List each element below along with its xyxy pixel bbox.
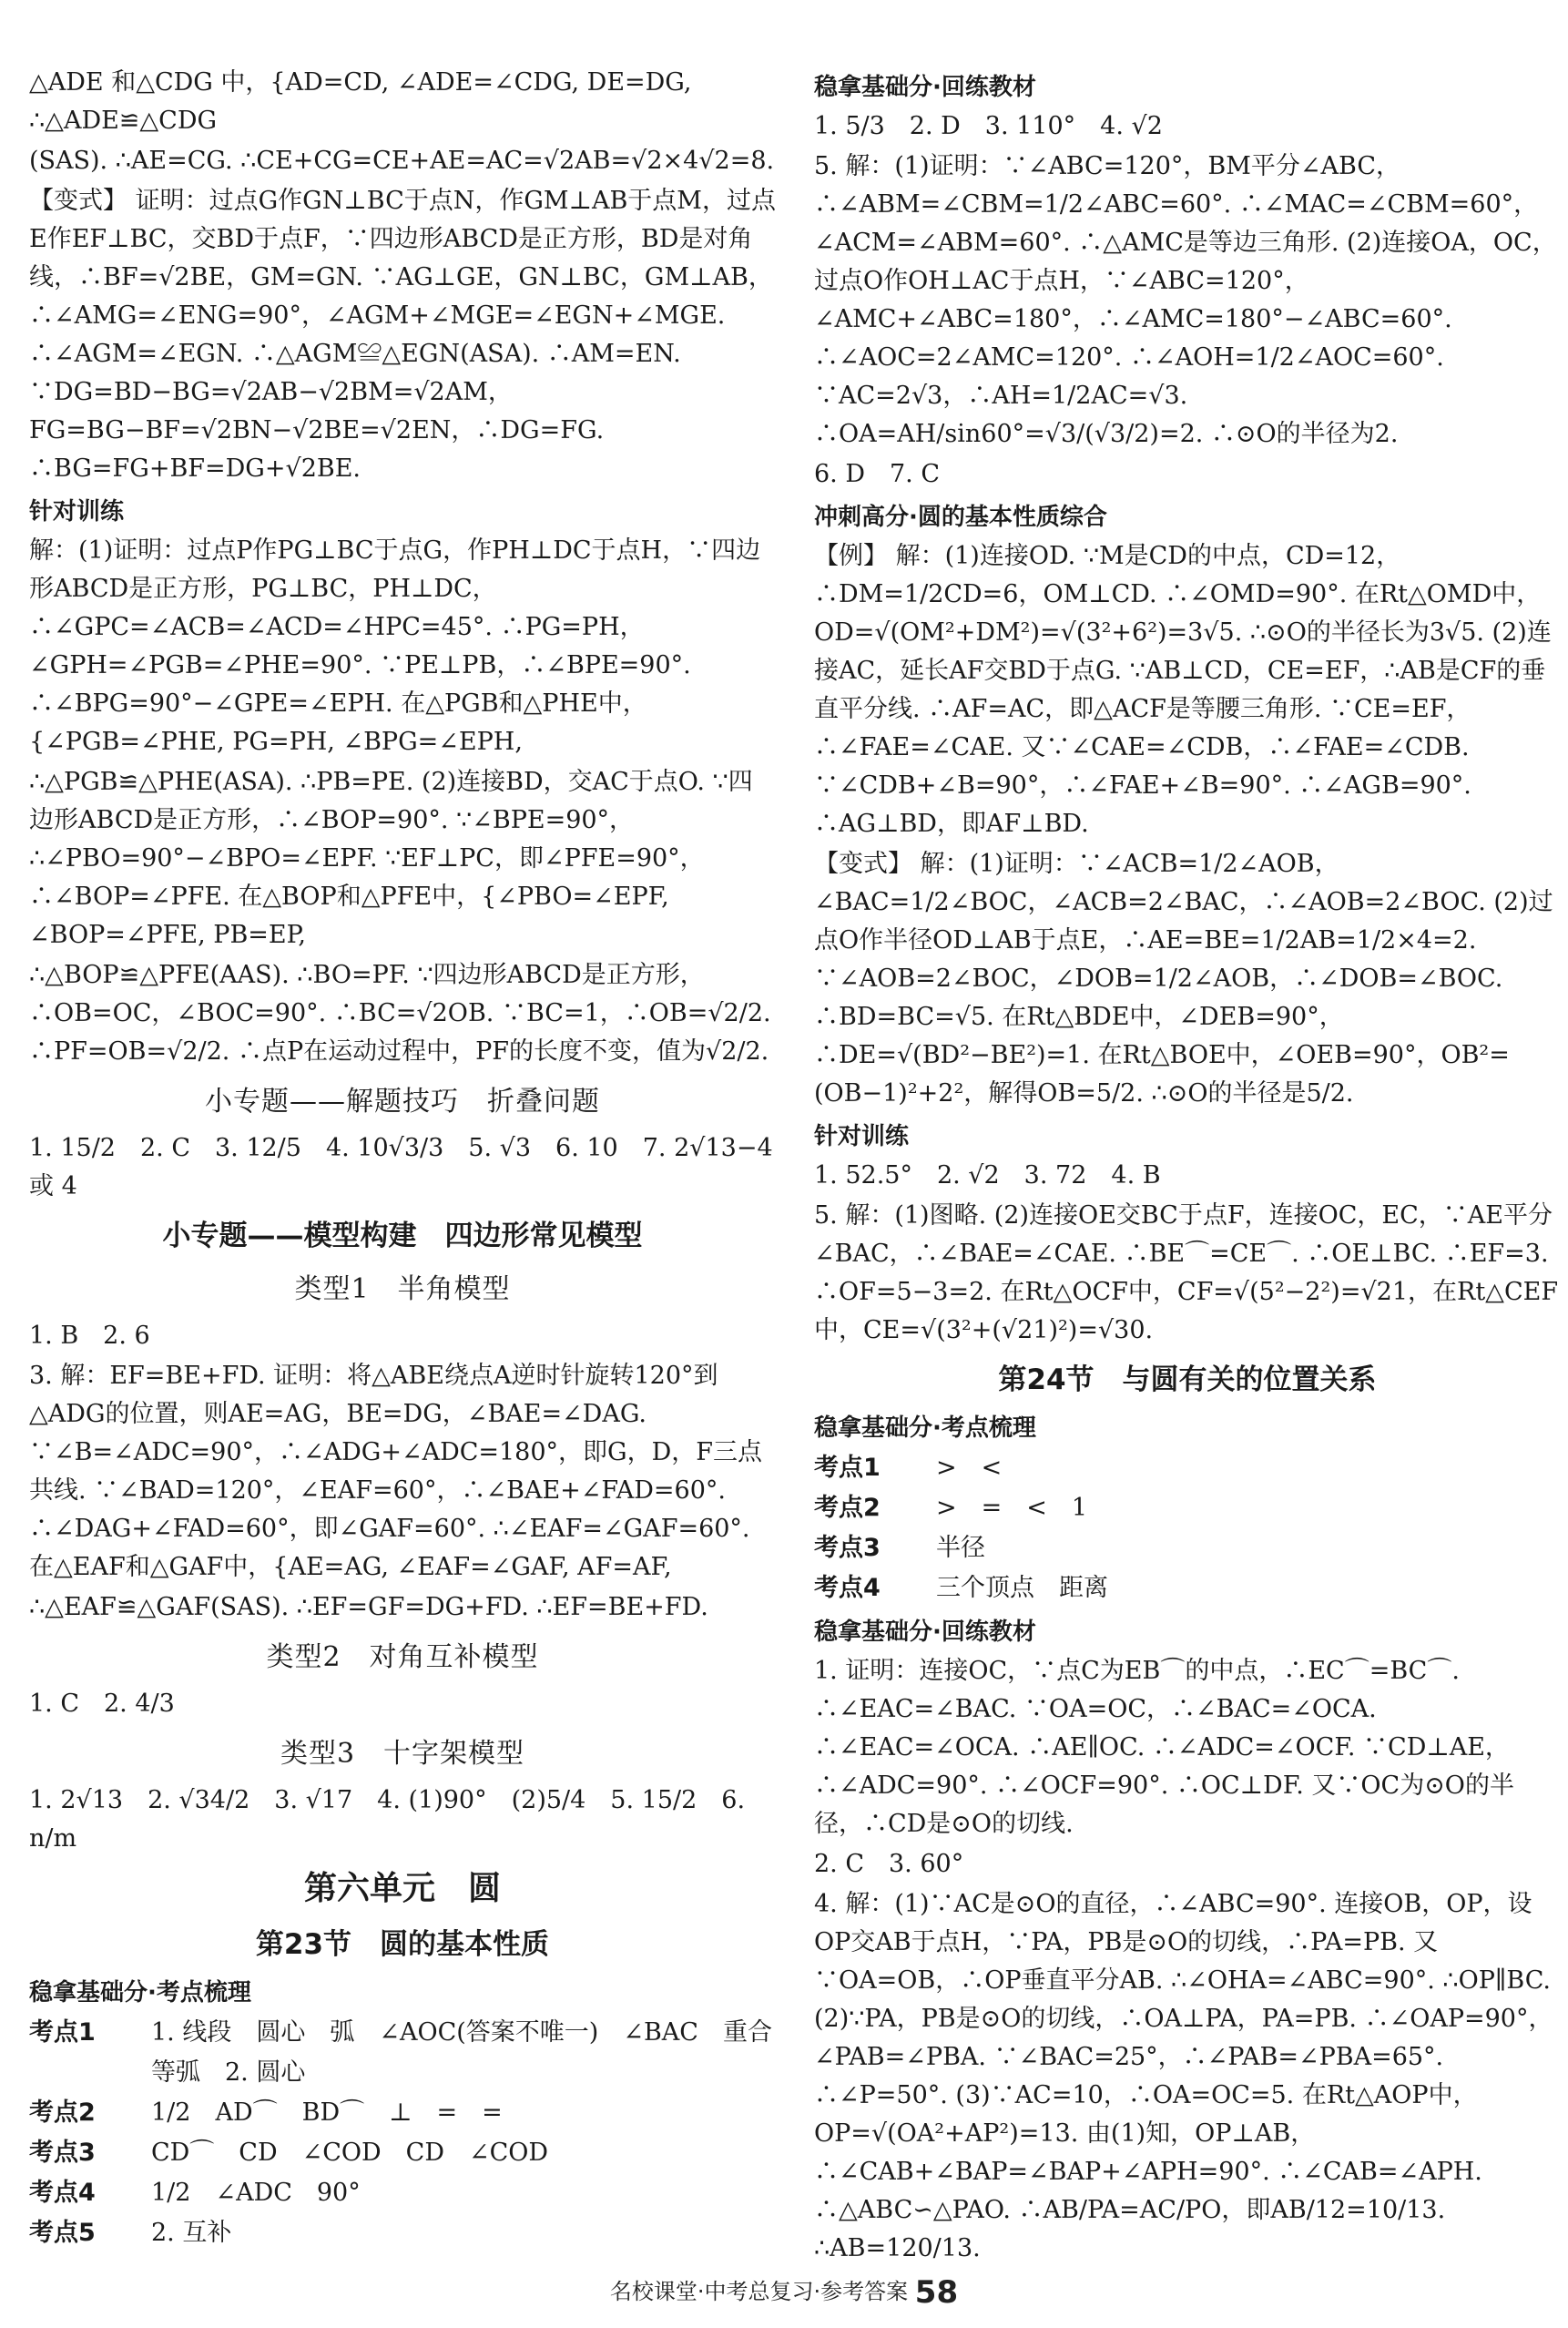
answer-paragraph: 1. C 2. 4/3 xyxy=(29,1690,175,1718)
section-heading: 冲刺高分·圆的基本性质综合 xyxy=(814,504,1107,531)
left-column xyxy=(29,64,797,2253)
topic-heading: 类型1 半角模型 xyxy=(294,1273,511,1305)
topic-heading: 小专题——解题技巧 折叠问题 xyxy=(205,1086,600,1118)
section-heading: 稳拿基础分·考点梳理 xyxy=(29,1979,251,2006)
answer-paragraph: 1. B 2. 6 xyxy=(29,1322,150,1350)
section-heading: 稳拿基础分·考点梳理 xyxy=(814,1414,1036,1442)
answer-paragraph: 【变式】 证明：过点G作GN⊥BC于点N，作GM⊥AB于点M，过点E作EF⊥BC，交BD于点F，∵四边形ABCD是正方形，BD是对角线，∴BF=√2BE，GM=GN. ∵AG⊥GE，GN⊥BC，GM⊥AB，∴∠AMG=∠ENG=90°，∠AGM+∠MGE=∠EGN+∠MGE. ∴∠AGM=∠EGN. ∴△AGM≌△EGN(ASA). ∴AM=EN. ∵DG=BD−BG=√2AB−√2BM=√2AM，FG=BG−BF=√2BN−√2BE=√2EN，∴DG=FG. ∴BG=FG+BF=DG+√2BE. xyxy=(29,187,776,483)
kaodian-answer: > = < 1 xyxy=(936,1494,1088,1522)
page-footer xyxy=(0,2273,1568,2311)
footer-text: 名校课堂·中考总复习·参考答案 xyxy=(609,2279,909,2304)
kaodian-row xyxy=(29,2013,797,2093)
section-heading: 针对训练 xyxy=(29,498,125,526)
chapter-heading: 第23节 圆的基本性质 xyxy=(255,1928,550,1961)
section-heading: 稳拿基础分·回练教材 xyxy=(814,74,1036,101)
kaodian-row xyxy=(29,2093,776,2133)
answer-paragraph: 1. 15/2 2. C 3. 12/5 4. 10√3/3 5. √3 6. 10 7. 2√13−4 或 4 xyxy=(29,1134,773,1200)
kaodian-label: 考点3 xyxy=(814,1534,881,1562)
page-number: 58 xyxy=(914,2274,959,2311)
answer-paragraph: ∴△PGB≌△PHE(ASA). ∴PB=PE. (2)连接BD，交AC于点O. ∵四边形ABCD是正方形，∴∠BOP=90°. ∵∠BPE=90°，∴∠PBO=90°−∠BPO=∠EPF. ∵EF⊥PC，即∠PFE=90°，∴∠BOP=∠PFE. 在△BOP和△PFE中，{∠PBO=∠EPF, ∠BOP=∠PFE, PB=EP, xyxy=(29,768,753,949)
kaodian-answer: 2. 互补 xyxy=(151,2219,232,2247)
section-heading: 稳拿基础分·回练教材 xyxy=(814,1618,1036,1646)
section-heading: 针对训练 xyxy=(814,1123,910,1150)
answer-paragraph: 5. 解：(1)证明：∵∠ABC=120°，BM平分∠ABC，∴∠ABM=∠CBM=1/2∠ABC=60°. ∴∠MAC=∠CBM=60°，∠ACM=∠ABM=60°. ∴△AMC是等边三角形. (2)连接OA，OC，过点O作OH⊥AC于点H，∵∠ABC=120°，∠AMC+∠ABC=180°，∴∠AMC=180°−∠ABC=60°. ∴∠AOC=2∠AMC=120°. ∴∠AOH=1/2∠AOC=60°. ∵AC=2√3，∴AH=1/2AC=√3. ∴OA=AH/sin60°=√3/(√3/2)=2. ∴⊙O的半径为2. xyxy=(814,152,1557,448)
answer-paragraph: 6. D 7. C xyxy=(814,460,940,488)
kaodian-answer: > < xyxy=(936,1454,1003,1482)
kaodian-row xyxy=(814,1448,1561,1488)
kaodian-row xyxy=(814,1488,1561,1528)
kaodian-row xyxy=(29,2133,776,2173)
answer-paragraph: 1. 5/3 2. D 3. 110° 4. √2 xyxy=(814,112,1163,140)
chapter-heading: 第24节 与圆有关的位置关系 xyxy=(998,1363,1377,1396)
kaodian-answer: 1/2 ∠ADC 90° xyxy=(151,2179,361,2207)
answer-paragraph: 【变式】 解：(1)证明：∵∠ACB=1/2∠AOB，∠BAC=1/2∠BOC，∠ACB=2∠BAC，∴∠AOB=2∠BOC. (2)过点O作半径OD⊥AB于点E，∴AE=BE=1/2AB=1/2×4=2. ∵∠AOB=2∠BOC，∠DOB=1/2∠AOB，∴∠DOB=∠BOC. ∴BD=BC=√5. 在Rt△BDE中，∠DEB=90°，∴DE=√(BD²−BE²)=1. 在Rt△BOE中，∠OEB=90°，OB²=(OB−1)²+2²，解得OB=5/2. ∴⊙O的半径是5/2. xyxy=(814,850,1553,1108)
kaodian-answer: CD⌒ CD ∠COD CD ∠COD xyxy=(151,2139,549,2167)
kaodian-label: 考点5 xyxy=(29,2219,96,2247)
kaodian-row xyxy=(814,1528,1561,1568)
chapter-heading: 小专题——模型构建 四边形常见模型 xyxy=(162,1220,643,1252)
right-column xyxy=(814,64,1561,2268)
answer-paragraph: 1. 52.5° 2. √2 3. 72 4. B xyxy=(814,1161,1161,1190)
answer-paragraph: 1. 证明：连接OC，∵点C为EB⌒的中点，∴EC⌒=BC⌒. ∴∠EAC=∠BAC. ∵OA=OC，∴∠BAC=∠OCA. ∴∠EAC=∠OCA. ∴AE∥OC. ∴∠ADC=∠OCF. ∵CD⊥AE，∴∠ADC=90°. ∴∠OCF=90°. ∴OC⊥DF. 又∵OC为⊙O的半径，∴CD是⊙O的切线. xyxy=(814,1657,1514,1838)
kaodian-label: 考点1 xyxy=(29,2018,96,2047)
kaodian-label: 考点2 xyxy=(29,2098,96,2127)
kaodian-label: 考点2 xyxy=(814,1494,881,1522)
answer-paragraph: 3. 解：EF=BE+FD. 证明：将△ABE绕点A逆时针旋转120°到△ADG的位置，则AE=AG，BE=DG，∠BAE=∠DAG. ∵∠B=∠ADC=90°，∴∠ADG+∠ADC=180°，即G，D，F三点共线. ∵∠BAD=120°，∠EAF=60°，∴∠BAE+∠FAD=60°. ∴∠DAG+∠FAD=60°，即∠GAF=60°. ∴∠EAF=∠GAF=60°. 在△EAF和△GAF中，{AE=AG, ∠EAF=∠GAF, AF=AF, xyxy=(29,1362,762,1581)
kaodian-label: 考点3 xyxy=(29,2139,96,2167)
kaodian-label: 考点1 xyxy=(814,1454,881,1482)
kaodian-answer: 半径 xyxy=(936,1534,985,1562)
answer-paragraph: 1. 2√13 2. √34/2 3. √17 4. (1)90° (2)5/4 5. 15/2 6. n/m xyxy=(29,1786,746,1853)
answer-paragraph: (SAS). ∴AE=CG. ∴CE+CG=CE+AE=AC=√2AB=√2×4√2=8. xyxy=(29,147,775,175)
topic-heading: 类型2 对角互补模型 xyxy=(266,1641,539,1673)
answer-paragraph: ∴△BOP≌△PFE(AAS). ∴BO=PF. ∵四边形ABCD是正方形，∴OB=OC，∠BOC=90°. ∴BC=√2OB. ∵BC=1，∴OB=√2/2. ∴PF=OB=√2/2. ∴点P在运动过程中，PF的长度不变，值为√2/2. xyxy=(29,961,771,1066)
answer-paragraph: 【例】 解：(1)连接OD. ∵M是CD的中点，CD=12，∴DM=1/2CD=6，OM⊥CD. ∴∠OMD=90°. 在Rt△OMD中，OD=√(OM²+DM²)=√(3²+6²)=3√5. ∴⊙O的半径长为3√5. (2)连接AC，延长AF交BD于点G. ∵AB⊥CD，CE=EF，∴AB是CF的垂直平分线. ∴AF=AC，即△ACF是等腰三角形. ∵CE=EF，∴∠FAE=∠CAE. 又∵∠CAE=∠CDB，∴∠FAE=∠CDB. ∵∠CDB+∠B=90°，∴∠FAE+∠B=90°. ∴∠AGB=90°. ∴AG⊥BD，即AF⊥BD. xyxy=(814,542,1552,838)
unit-heading: 第六单元 圆 xyxy=(303,1870,501,1907)
answer-paragraph: 5. 解：(1)图略. (2)连接OE交BC于点F，连接OC，EC，∵AE平分∠BAC，∴∠BAE=∠CAE. ∴BE⌒=CE⌒. ∴OE⊥BC. ∴EF=3. ∴OF=5−3=2. 在Rt△OCF中，CF=√(5²−2²)=√21，在Rt△CEF中，CE=√(3²+(√21)²)=√30. xyxy=(814,1201,1559,1344)
kaodian-answer: 1/2 AD⌒ BD⌒ ⊥ = = xyxy=(151,2098,503,2127)
kaodian-answer: 1. 线段 圆心 弧 ∠AOC(答案不唯一) ∠BAC 重合 等弧 2. 圆心 xyxy=(151,2018,797,2087)
topic-heading: 类型3 十字架模型 xyxy=(280,1738,525,1770)
answer-paragraph: ∴△EAF≌△GAF(SAS). ∴EF=GF=DG+FD. ∴EF=BE+FD. xyxy=(29,1593,708,1621)
kaodian-label: 考点4 xyxy=(814,1574,881,1602)
kaodian-row xyxy=(29,2213,776,2253)
answer-paragraph: △ADE 和△CDG 中，{AD=CD, ∠ADE=∠CDG, DE=DG, ∴△ADE≌△CDG xyxy=(29,68,692,135)
kaodian-row xyxy=(29,2173,776,2213)
kaodian-row xyxy=(814,1568,1561,1608)
kaodian-label: 考点4 xyxy=(29,2179,96,2207)
answer-paragraph: 4. 解：(1)∵AC是⊙O的直径，∴∠ABC=90°. 连接OB，OP，设OP交AB于点H，∵PA，PB是⊙O的切线，∴PA=PB. 又∵OA=OB，∴OP垂直平分AB. ∴∠OHA=∠ABC=90°. ∴OP∥BC. (2)∵PA，PB是⊙O的切线，∴OA⊥PA，PA=PB. ∴∠OAP=90°，∠PAB=∠PBA. ∵∠BAC=25°，∴∠PAB=∠PBA=65°. ∴∠P=50°. (3)∵AC=10，∴OA=OC=5. 在Rt△AOP中，OP=√(OA²+AP²)=13. 由(1)知，OP⊥AB，∴∠CAB+∠BAP=∠BAP+∠APH=90°. ∴∠CAB=∠APH. ∴△ABC∽△PAO. ∴AB/PA=AC/PO，即AB/12=10/13. ∴AB=120/13. xyxy=(814,1890,1553,2262)
answer-paragraph: 2. C 3. 60° xyxy=(814,1850,964,1878)
answer-paragraph: 解：(1)证明：过点P作PG⊥BC于点G，作PH⊥DC于点H，∵四边形ABCD是正方形，PG⊥BC，PH⊥DC，∴∠GPC=∠ACB=∠ACD=∠HPC=45°. ∴PG=PH，∠GPH=∠PGB=∠PHE=90°. ∵PE⊥PB，∴∠BPE=90°. ∴∠BPG=90°−∠GPE=∠EPH. 在△PGB和△PHE中，{∠PGB=∠PHE, PG=PH, ∠BPG=∠EPH, xyxy=(29,536,761,756)
kaodian-answer: 三个顶点 距离 xyxy=(936,1574,1108,1602)
